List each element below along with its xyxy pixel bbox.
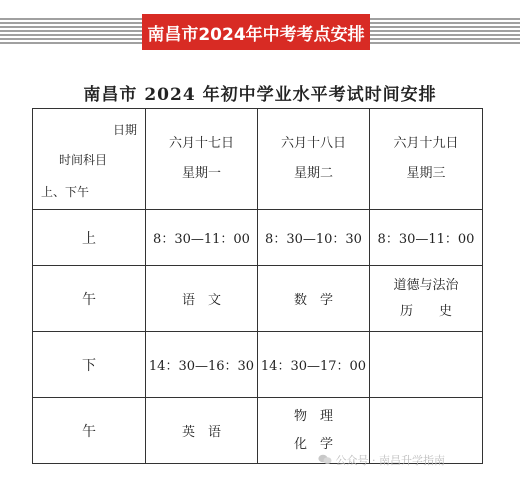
subject-cell bbox=[146, 398, 258, 464]
day-header-1 bbox=[146, 109, 258, 210]
subject-line: 英 语 bbox=[181, 425, 221, 440]
day-date: 六月十九日 bbox=[393, 136, 459, 151]
morning-subject-row bbox=[33, 266, 483, 332]
corner-date-label: 日期 bbox=[112, 123, 137, 137]
subject-line: 语 文 bbox=[181, 293, 221, 308]
day-weekday: 星期一 bbox=[181, 166, 221, 181]
time-cell: 14：30—17：00 bbox=[258, 332, 370, 398]
subject-cell bbox=[146, 266, 258, 332]
morning-label-bottom: 午 bbox=[33, 266, 146, 332]
subject-line: 道德与法治 bbox=[393, 277, 459, 293]
subject-cell bbox=[370, 266, 483, 332]
day-header-2 bbox=[258, 109, 370, 210]
time-cell: 8：30—10：30 bbox=[258, 210, 370, 266]
day-weekday: 星期三 bbox=[406, 166, 446, 181]
subject-line: 物 理 bbox=[293, 408, 333, 424]
schedule-title: 南昌市 2024 年初中学业水平考试时间安排 bbox=[83, 85, 437, 105]
morning-time-row bbox=[33, 210, 483, 266]
subject-cell bbox=[258, 266, 370, 332]
corner-cell bbox=[33, 109, 146, 210]
wechat-icon bbox=[318, 454, 332, 465]
watermark bbox=[318, 452, 445, 468]
day-weekday: 星期二 bbox=[293, 166, 333, 181]
day-date: 六月十八日 bbox=[280, 136, 346, 151]
time-cell: 8：30—11：00 bbox=[370, 210, 483, 266]
corner-subject-label: 时间科目 bbox=[59, 153, 108, 167]
day-date: 六月十七日 bbox=[168, 136, 234, 151]
time-cell bbox=[370, 332, 483, 398]
subject-line: 数 学 bbox=[293, 293, 333, 308]
afternoon-label-bottom: 午 bbox=[33, 398, 146, 464]
corner-period-label: 上、下午 bbox=[41, 185, 90, 199]
time-cell: 8：30—11：00 bbox=[146, 210, 258, 266]
subject-line: 历 史 bbox=[399, 303, 452, 319]
subject-line: 化 学 bbox=[293, 436, 333, 452]
watermark-text: 公众号 · 南昌升学指南 bbox=[335, 454, 445, 467]
time-cell: 14：30—16：30 bbox=[146, 332, 258, 398]
morning-label-top: 上 bbox=[33, 210, 146, 266]
exam-schedule-table bbox=[32, 108, 483, 464]
day-header-3 bbox=[370, 109, 483, 210]
header-banner bbox=[0, 14, 520, 50]
banner-title: 南昌市2024年中考考点安排 bbox=[142, 14, 370, 50]
afternoon-label-top: 下 bbox=[33, 332, 146, 398]
afternoon-time-row bbox=[33, 332, 483, 398]
header-row bbox=[33, 109, 483, 210]
